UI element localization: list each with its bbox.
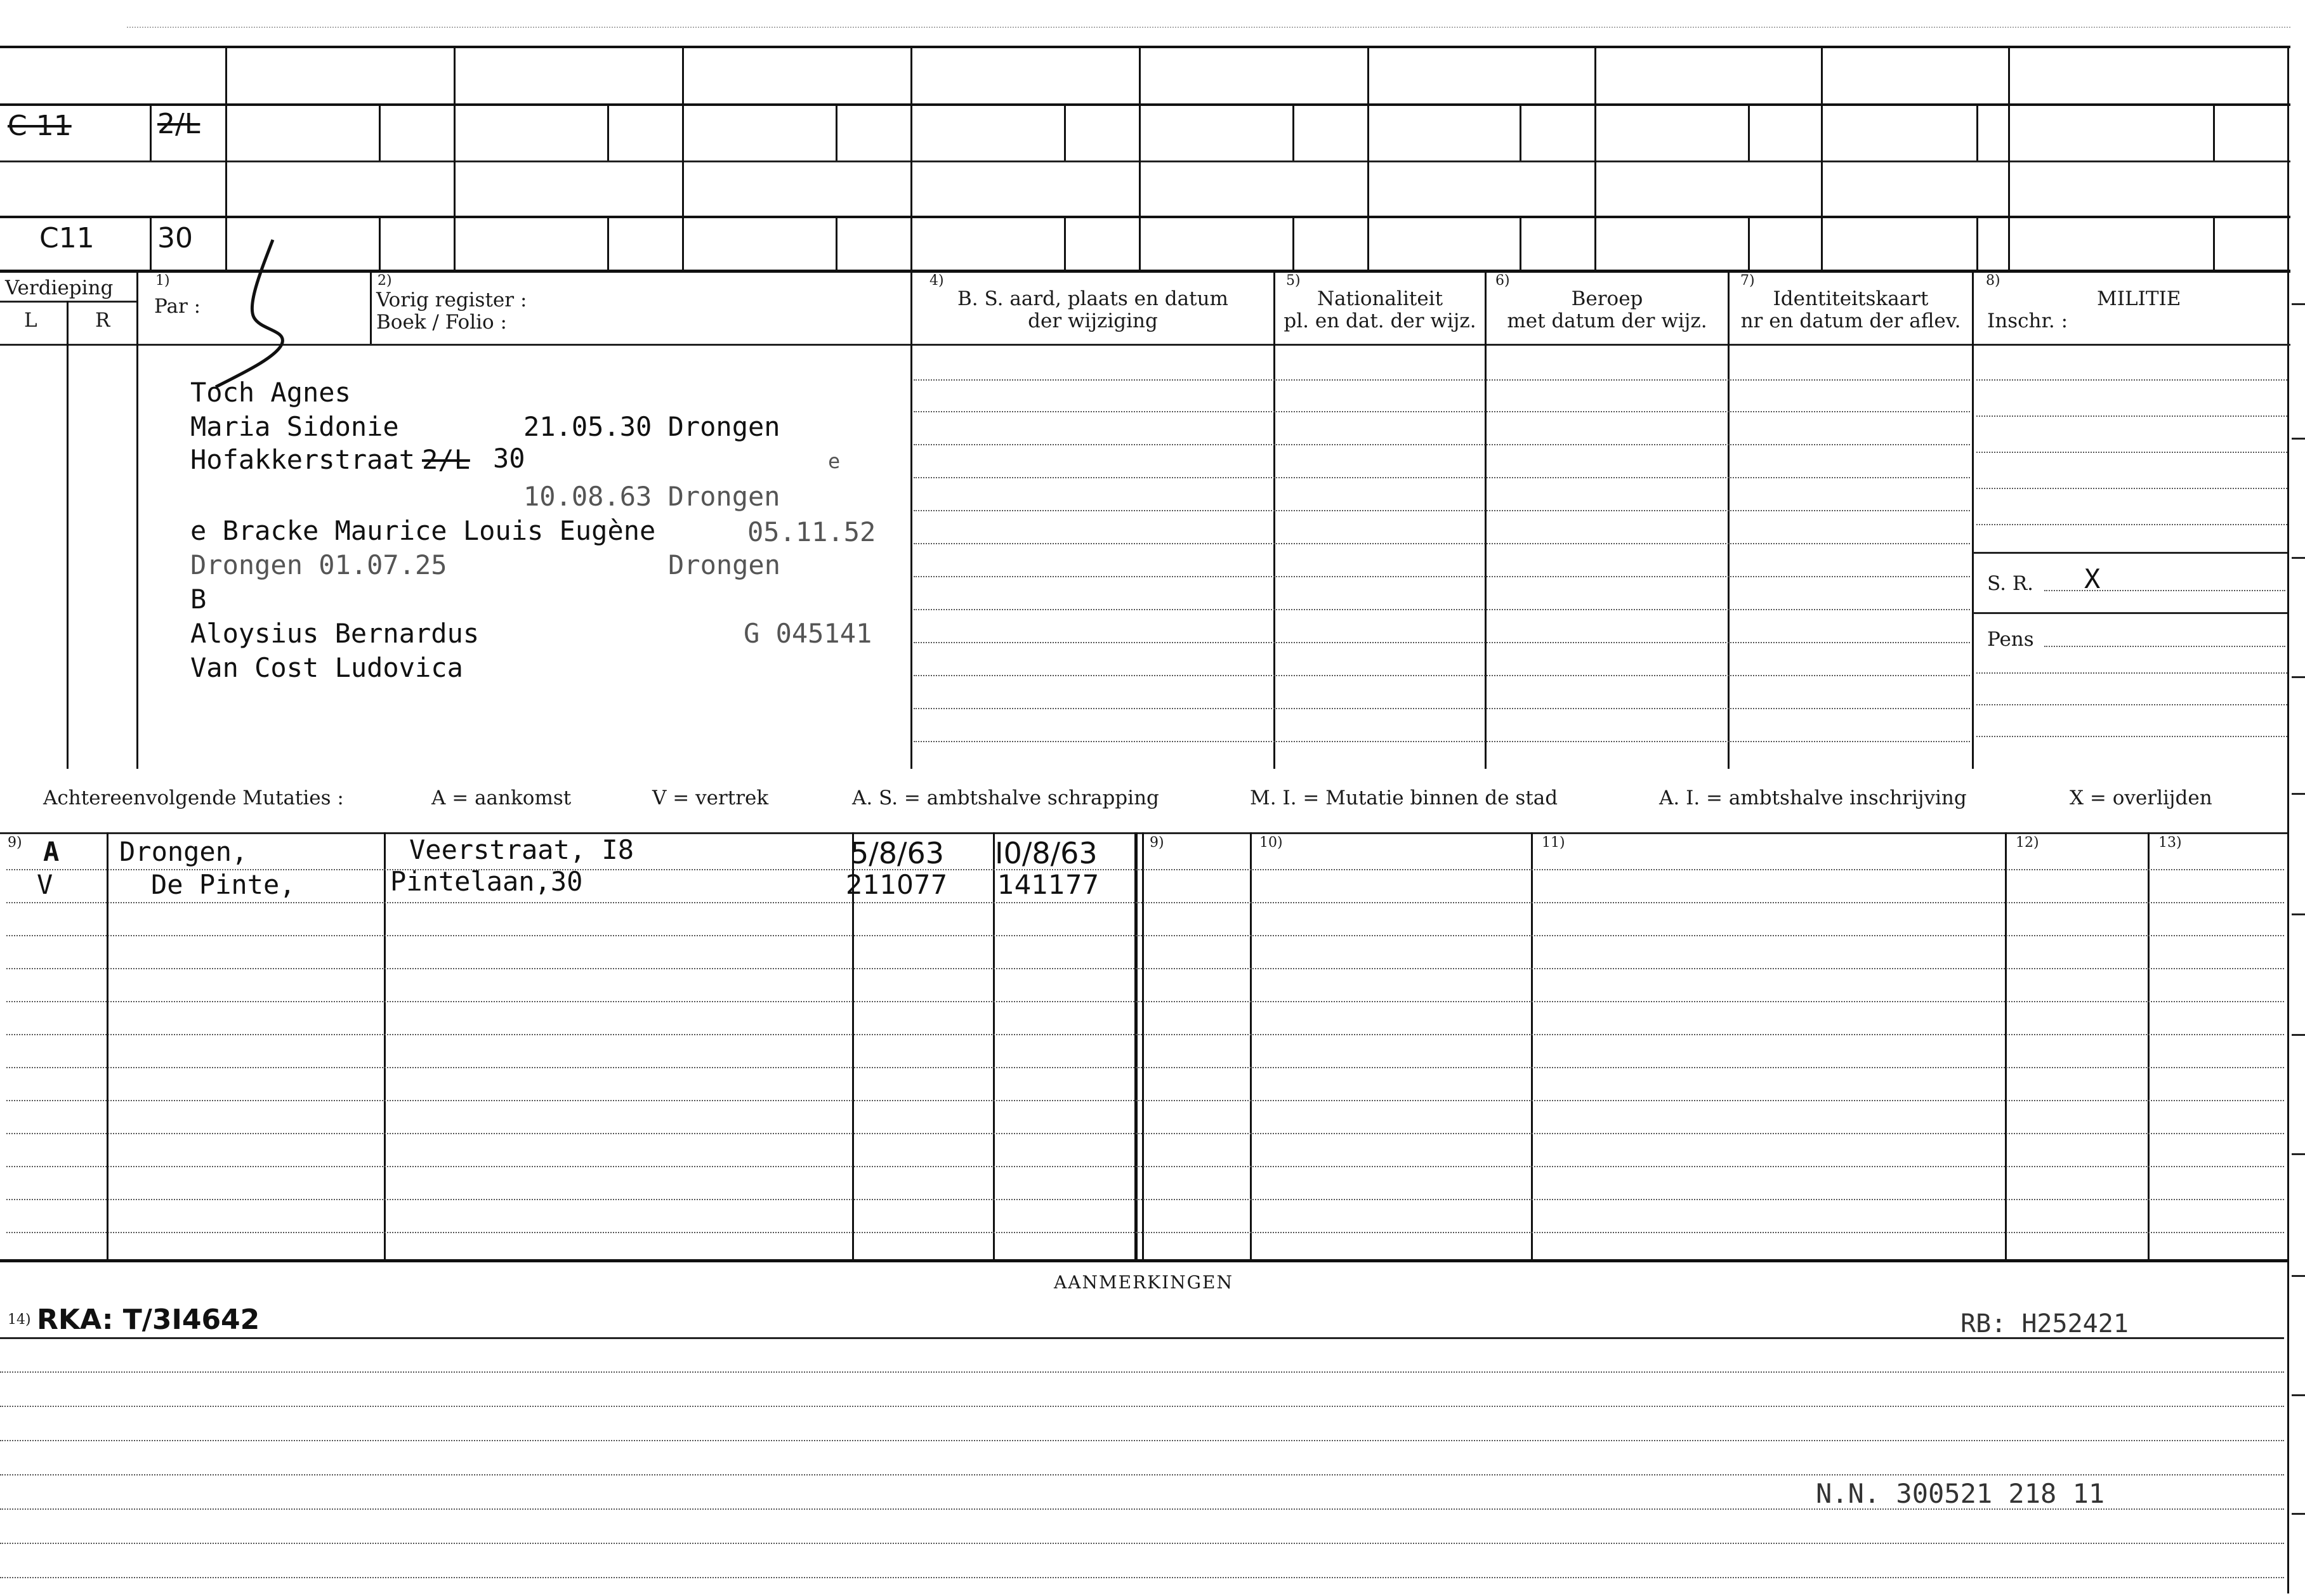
dotted-line <box>914 708 1970 709</box>
header-vline <box>1485 270 1487 769</box>
mutations-vline-double <box>1134 832 1138 1259</box>
mutations-vline <box>2148 832 2150 1259</box>
grid-minor-vline <box>2213 103 2215 160</box>
person-id-number: G 045141 <box>744 618 872 649</box>
legend-inschrijving: A. I. = ambtshalve inschrijving <box>1659 787 1967 809</box>
top-grid-num-old: 2/L <box>157 108 200 140</box>
grid-minor-vline <box>836 103 837 160</box>
grid-minor-vline <box>1520 103 1521 160</box>
pens-label: Pens <box>1987 628 2034 651</box>
mutations-vline <box>1250 832 1252 1259</box>
edge-tick <box>2292 438 2305 440</box>
militie-dotted-line <box>1976 672 2287 674</box>
grid-vline <box>1594 46 1596 270</box>
grid-minor-vline <box>607 216 609 270</box>
mutations-vline <box>107 832 108 1259</box>
handwritten-mark <box>209 235 305 400</box>
remarks-number: 14) <box>8 1312 31 1328</box>
mutations-vline <box>2005 832 2007 1259</box>
mutation-row-line <box>6 1100 2284 1101</box>
header-bottom-rule <box>0 344 2290 346</box>
mutation-row-line <box>6 935 2284 936</box>
militie-dotted-line <box>1976 524 2287 525</box>
mutations-vline <box>993 832 995 1259</box>
grid-minor-vline <box>607 103 609 160</box>
col-number-11: 11) <box>1542 835 1565 851</box>
verdieping-label: Verdieping <box>5 277 114 299</box>
mutation-row-line <box>6 1166 2284 1167</box>
mutation-row-line <box>6 1034 2284 1035</box>
edge-tick <box>2292 913 2305 915</box>
grid-minor-vline <box>1292 216 1294 270</box>
dotted-line <box>914 444 1970 445</box>
header-vline <box>1728 270 1730 769</box>
grid-vline <box>2287 46 2289 1593</box>
grid-minor-vline <box>150 216 152 270</box>
mutation-date-2: 141177 <box>997 869 1100 900</box>
top-faint-line <box>127 27 2290 28</box>
legend-vertrek: V = vertrek <box>652 787 769 809</box>
mutation-date-1: 211077 <box>846 869 948 900</box>
grid-rule-1 <box>0 103 2290 106</box>
nat-label-line2: pl. en dat. der wijz. <box>1284 310 1476 332</box>
top-grid-code-old: C 11 <box>8 110 72 142</box>
militie-pens-rule <box>1973 612 2287 614</box>
grid-rule-4 <box>0 270 2290 273</box>
grid-rule-2 <box>0 160 2290 162</box>
mutation-row-line <box>6 869 2284 870</box>
dotted-line <box>914 510 1970 511</box>
remarks-title: AANMERKINGEN <box>1054 1272 1233 1293</box>
header-vline <box>910 270 912 769</box>
edge-tick <box>2292 557 2305 559</box>
col-number-12: 12) <box>2016 835 2039 851</box>
mutation-type: V <box>37 869 53 900</box>
col-number-13: 13) <box>2158 835 2182 851</box>
nat-label-line1: Nationaliteit <box>1317 287 1443 310</box>
remarks-dotted-line <box>0 1508 2284 1510</box>
grid-minor-vline <box>2213 216 2215 270</box>
remarks-rka: RKA: T/3I4642 <box>37 1304 260 1336</box>
bs-number: 4) <box>929 273 944 289</box>
header-vline <box>136 270 138 769</box>
mutation-row-line <box>6 1067 2284 1068</box>
remarks-dotted-line <box>0 1543 2284 1544</box>
verdieping-l-label: L <box>24 309 37 332</box>
grid-vline <box>682 46 684 270</box>
verdieping-r-label: R <box>95 309 110 332</box>
grid-minor-vline <box>379 103 381 160</box>
grid-minor-vline <box>1064 103 1066 160</box>
dotted-line <box>914 543 1970 544</box>
grid-vline <box>2008 46 2010 270</box>
nat-number: 5) <box>1286 273 1301 289</box>
edge-tick <box>2292 1513 2305 1515</box>
bs-label-line1: B. S. aard, plaats en datum <box>957 287 1228 310</box>
dotted-line <box>914 411 1970 412</box>
mutation-date-1: 5/8/63 <box>850 836 945 870</box>
militie-dotted-line <box>1976 415 2287 417</box>
edge-tick <box>2292 793 2305 795</box>
mutation-street: Pintelaan,30 <box>390 866 583 897</box>
remarks-dotted-line <box>0 1474 2284 1475</box>
militie-number: 8) <box>1986 273 2000 289</box>
id-label-line1: Identiteitskaart <box>1773 287 1929 310</box>
edge-tick <box>2292 676 2305 678</box>
grid-minor-vline <box>1976 216 1978 270</box>
person-mother: Van Cost Ludovica <box>190 652 463 683</box>
edge-tick <box>2292 1394 2305 1396</box>
dotted-line <box>914 642 1970 643</box>
grid-minor-vline <box>1064 216 1066 270</box>
beroep-number: 6) <box>1495 273 1510 289</box>
militie-dotted-line <box>1976 452 2287 453</box>
grid-minor-vline <box>150 103 152 160</box>
militie-label: MILITIE <box>2097 287 2181 310</box>
sr-label: S. R. <box>1987 572 2034 595</box>
sr-value: X <box>2084 563 2101 594</box>
legend-aankomst: A = aankomst <box>431 787 572 809</box>
legend-mutatie: M. I. = Mutatie binnen de stad <box>1250 787 1558 809</box>
bs-label-line2: der wijziging <box>1028 310 1158 332</box>
grid-vline <box>910 46 912 270</box>
mutations-bottom-rule <box>0 1259 2287 1262</box>
header-vline <box>370 270 372 344</box>
mutation-row-line <box>6 1199 2284 1200</box>
par-number: 1) <box>155 273 170 289</box>
legend-schrapping: A. S. = ambtshalve schrapping <box>852 787 1159 809</box>
person-spouse-birth: Drongen 01.07.25 <box>190 549 447 580</box>
militie-sr-rule <box>1973 552 2287 554</box>
mutation-street: Veerstraat, I8 <box>409 834 634 865</box>
remarks-rule <box>0 1337 2284 1339</box>
edge-tick <box>2292 1153 2305 1155</box>
grid-vline <box>454 46 456 270</box>
dotted-line <box>914 609 1970 610</box>
person-status: B <box>190 584 207 615</box>
grid-minor-vline <box>379 216 381 270</box>
dotted-line <box>914 741 1970 742</box>
grid-minor-vline <box>1976 103 1978 160</box>
grid-minor-vline <box>1520 216 1521 270</box>
remarks-dotted-line <box>0 1406 2284 1407</box>
person-surname: Toch Agnes <box>190 377 351 408</box>
person-street: Hofakkerstraat <box>190 444 416 475</box>
top-grid-code: C11 <box>39 222 95 254</box>
edge-tick <box>2292 1275 2305 1277</box>
grid-vline <box>1367 46 1369 270</box>
grid-vline <box>1821 46 1823 270</box>
mutations-vline <box>1531 832 1533 1259</box>
beroep-label-line2: met datum der wijz. <box>1507 310 1707 332</box>
person-spouse: e Bracke Maurice Louis Eugène <box>190 515 656 546</box>
boek-folio-label: Boek / Folio : <box>376 311 507 334</box>
mutation-place: De Pinte, <box>151 869 296 900</box>
person-marriage-date: 05.11.52 <box>747 516 876 547</box>
header-vline <box>67 301 69 769</box>
militie-dotted-line <box>1976 379 2287 381</box>
grid-rule-3 <box>0 216 2290 218</box>
militie-dotted-line <box>1976 488 2287 489</box>
grid-minor-vline <box>1748 103 1750 160</box>
person-marriage-place: Drongen <box>668 549 781 580</box>
id-number: 7) <box>1740 273 1755 289</box>
top-border <box>0 46 2290 48</box>
mutation-place: Drongen, <box>119 836 248 867</box>
vorig-register-label: Vorig register : <box>376 289 527 311</box>
remarks-dotted-line <box>0 1577 2284 1578</box>
mutations-vline <box>384 832 386 1259</box>
mutation-row-line <box>6 1232 2284 1233</box>
grid-minor-vline <box>1292 103 1294 160</box>
col-number-9b: 9) <box>1150 835 1164 851</box>
mutations-legend-title: Achtereenvolgende Mutaties : <box>43 787 344 809</box>
mutation-date-2: I0/8/63 <box>995 836 1098 870</box>
inschr-label: Inschr. : <box>1987 310 2068 332</box>
dotted-line <box>914 379 1970 381</box>
mutation-type: A <box>43 836 60 867</box>
person-street-number: 30 <box>493 443 525 474</box>
edge-tick <box>2292 303 2305 305</box>
legend-overlijden: X = overlijden <box>2070 787 2212 809</box>
top-grid-num: 30 <box>157 222 193 254</box>
person-registration-date: 10.08.63 Drongen <box>523 481 780 512</box>
remarks-dotted-line <box>0 1440 2284 1441</box>
col-number-9: 9) <box>8 835 22 851</box>
edge-tick <box>2292 1034 2305 1036</box>
dotted-line <box>914 675 1970 676</box>
remarks-rb: RB: H252421 <box>1960 1309 2129 1338</box>
vorig-number: 2) <box>378 273 392 289</box>
pens-dotted-line <box>2044 646 2285 647</box>
beroep-label-line1: Beroep <box>1571 287 1643 310</box>
mutation-row-line <box>6 968 2284 969</box>
header-vline <box>1972 270 1974 769</box>
dotted-line <box>914 576 1970 577</box>
person-given-names: Maria Sidonie <box>190 411 399 442</box>
dotted-line <box>914 477 1970 478</box>
sr-dotted-line <box>2044 590 2285 591</box>
militie-dotted-line <box>1976 736 2287 737</box>
id-label-line2: nr en datum der aflev. <box>1740 310 1961 332</box>
person-mark: e <box>828 449 841 473</box>
par-label: Par : <box>154 295 201 318</box>
mutation-row-line <box>6 902 2284 903</box>
person-street-old-number: 2/L <box>422 444 470 475</box>
grid-minor-vline <box>836 216 837 270</box>
grid-vline <box>1139 46 1141 270</box>
militie-dotted-line <box>1976 704 2287 705</box>
person-birth: 21.05.30 Drongen <box>523 411 780 442</box>
grid-minor-vline <box>1748 216 1750 270</box>
person-father: Aloysius Bernardus <box>190 618 480 649</box>
col-number-10: 10) <box>1259 835 1283 851</box>
remarks-nn: N.N. 300521 218 11 <box>1816 1478 2105 1509</box>
mutations-vline <box>1142 832 1144 1259</box>
mutation-row-line <box>6 1001 2284 1002</box>
mutation-row-line <box>6 1133 2284 1134</box>
header-vline <box>1273 270 1275 769</box>
remarks-dotted-line <box>0 1371 2284 1373</box>
